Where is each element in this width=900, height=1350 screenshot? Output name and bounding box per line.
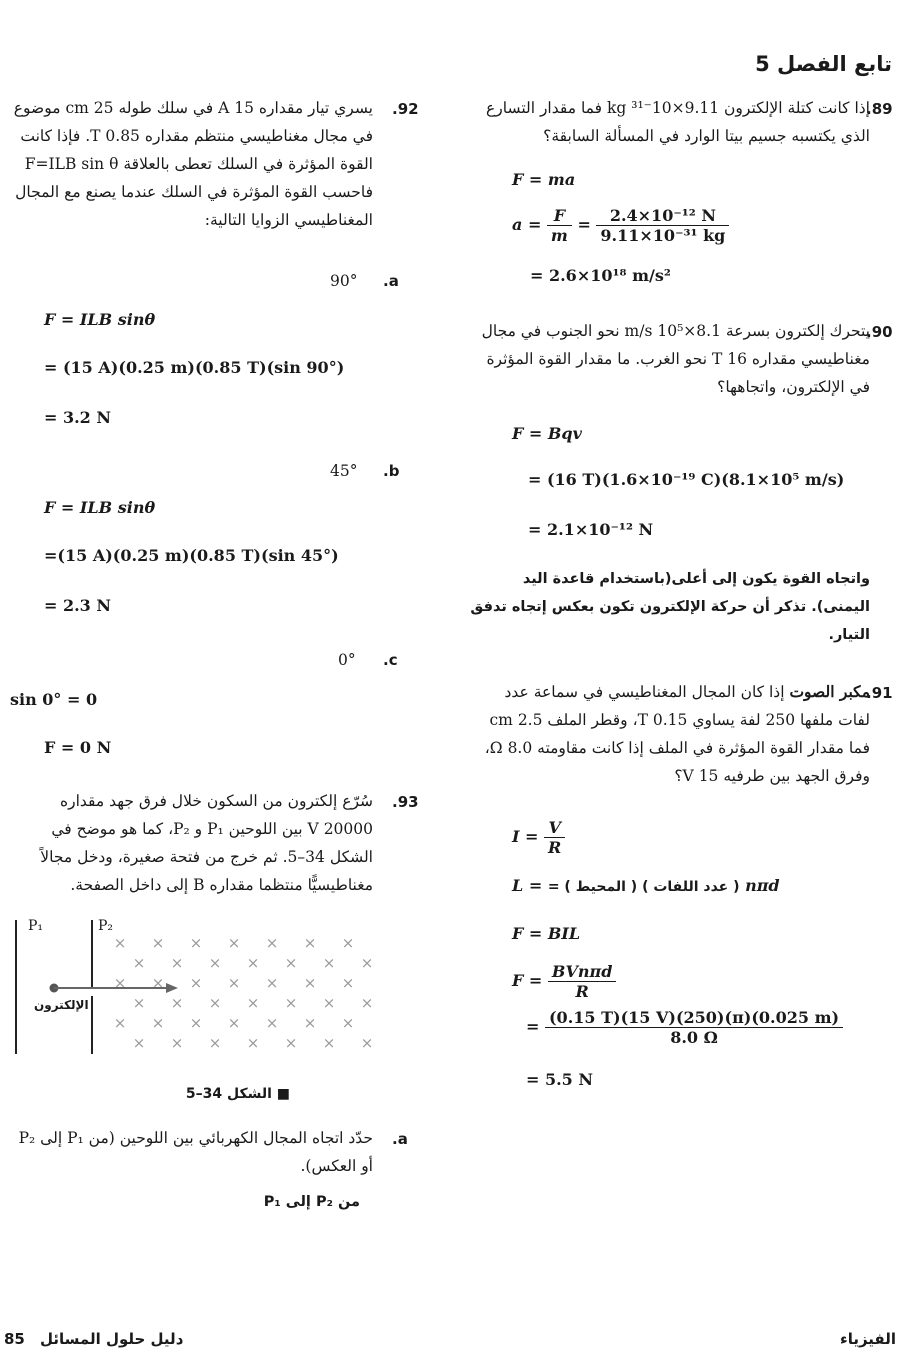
fraction-denominator: R: [575, 982, 589, 1001]
fraction: [596, 206, 729, 245]
plate-label-p1: P₁: [28, 918, 44, 934]
field-cross-mark: ×: [265, 934, 279, 952]
fraction-numerator: F: [547, 206, 572, 226]
field-cross-mark: ×: [246, 954, 260, 972]
field-cross-mark: ×: [303, 974, 317, 992]
footer-page-number: 85: [4, 1330, 25, 1348]
answer-text: من P₂ إلى P₁: [263, 1194, 360, 1210]
field-cross-mark: ×: [322, 994, 336, 1012]
field-cross-mark: ×: [284, 994, 298, 1012]
fraction: [547, 206, 572, 245]
field-cross-mark: ×: [113, 974, 127, 992]
field-cross-mark: ×: [151, 1014, 165, 1032]
figure-caption: ■ الشكل 34–5: [185, 1086, 290, 1102]
fraction-numerator: (0.15 T)(15 V)(250)(π)(0.025 m): [545, 1008, 843, 1028]
electron-label: الإلكترون: [34, 998, 89, 1012]
equation: = 2.1×10⁻¹² N: [528, 520, 654, 539]
magnetic-field-marks: [114, 934, 374, 1052]
field-cross-mark: ×: [113, 1014, 127, 1032]
answer-note: واتجاه القوة يكون إلى أعلى(باستخدام قاعدة اليد اليمنى). تذكر أن حركة الإلكترون تكون بعكس إتجاه تدفق التيار.: [470, 571, 870, 643]
equation: F = ma: [512, 170, 576, 189]
field-cross-mark: ×: [341, 974, 355, 992]
equation: = (16 T)(1.6×10⁻¹⁹ C)(8.1×10⁵ m/s): [528, 470, 845, 489]
problem-body: إذا كان المجال المغناطيسي في سماعة عدد لفات ملفها 250 لفة يساوي 0.15 T، وقطر الملف 2.5 cm فما مقدار القوة المؤثرة في الملف إذا كانت مقاومته 8.0 Ω، وفرق الجهد بين طرفيه 15 V؟: [484, 683, 870, 785]
angle-value: 45°: [330, 462, 358, 480]
field-cross-mark: ×: [322, 954, 336, 972]
equation-lhs: =: [526, 1017, 540, 1036]
field-cross-mark: ×: [208, 994, 222, 1012]
equation: = 2.6×10¹⁸ m/s²: [530, 266, 671, 285]
angle-value: 0°: [338, 651, 356, 669]
field-cross-mark: ×: [284, 1034, 298, 1052]
field-cross-mark: ×: [132, 994, 146, 1012]
field-cross-mark: ×: [189, 974, 203, 992]
field-cross-mark: ×: [246, 994, 260, 1012]
fraction-numerator: 2.4×10⁻¹² N: [596, 206, 729, 226]
footer-subject: الفيزياء: [840, 1330, 896, 1348]
equation: =(15 A)(0.25 m)(0.85 T)(sin 45°): [44, 546, 339, 565]
problem-number: .89: [866, 100, 893, 118]
field-cross-mark: ×: [227, 974, 241, 992]
field-cross-mark: ×: [227, 1014, 241, 1032]
equation: = 2.3 N: [44, 596, 112, 615]
fraction: [545, 1008, 843, 1047]
equation-lhs: F =: [512, 971, 543, 990]
chapter-title: تابع الفصل 5: [755, 52, 892, 76]
field-cross-mark: ×: [208, 954, 222, 972]
problem-number: .90: [866, 323, 893, 341]
equation: sin 0° = 0: [10, 690, 98, 709]
field-cross-mark: ×: [189, 1014, 203, 1032]
field-cross-mark: ×: [360, 954, 374, 972]
equation: = 5.5 N: [526, 1070, 594, 1089]
problem-text: يتحرك إلكترون بسرعة 8.1×10⁵ m/s نحو الجنوب في مجال مغناطيسي مقداره 16 T نحو الغرب. ما مقدار القوة المؤثرة في الإلكترون، واتجاهها؟: [481, 322, 870, 396]
field-cross-mark: ×: [265, 1014, 279, 1032]
equation-fraction: [512, 818, 565, 857]
field-cross-mark: ×: [151, 974, 165, 992]
equation: F = ILB sinθ: [44, 310, 156, 329]
field-cross-mark: ×: [170, 994, 184, 1012]
fraction: [544, 818, 565, 857]
problem-number: .92: [392, 100, 419, 118]
equation: F = BIL: [512, 924, 581, 943]
figure-5-34: [10, 918, 390, 1058]
sub-label: .a: [392, 1130, 408, 1148]
equation-lhs: L =: [512, 876, 543, 895]
equation-lhs: a =: [512, 215, 542, 234]
fraction-numerator: V: [544, 818, 565, 838]
equation-lhs: I =: [512, 827, 539, 846]
sub-label: .c: [383, 651, 398, 669]
fraction: [548, 962, 616, 1001]
equation: F = 0 N: [44, 738, 112, 757]
equation: F = Bqv: [512, 424, 582, 443]
question-text: حدّد اتجاه المجال الكهربائي بين اللوحين (من P₁ إلى P₂ أو العكس).: [18, 1129, 373, 1175]
field-cross-mark: ×: [113, 934, 127, 952]
equation: [512, 876, 780, 895]
field-cross-mark: ×: [303, 1014, 317, 1032]
field-cross-mark: ×: [246, 1034, 260, 1052]
fraction-denominator: m: [550, 226, 568, 245]
equation: = (15 A)(0.25 m)(0.85 T)(sin 90°): [44, 358, 345, 377]
equation-fraction: [512, 206, 729, 245]
field-cross-mark: ×: [360, 1034, 374, 1052]
field-cross-mark: ×: [360, 994, 374, 1012]
field-cross-mark: ×: [303, 934, 317, 952]
equals-sign: =: [577, 215, 591, 234]
field-cross-mark: ×: [265, 974, 279, 992]
field-cross-mark: ×: [170, 954, 184, 972]
problem-text: [470, 678, 870, 790]
field-cross-mark: ×: [132, 954, 146, 972]
equation: F = ILB sinθ: [44, 498, 156, 517]
arrow-head-icon: [166, 983, 178, 993]
footer-guide-title: دليل حلول المسائل: [40, 1330, 184, 1348]
problem-text: سُرّع إلكترون من السكون خلال فرق جهد مقداره 20000 V بين اللوحين P₁ و P₂، كما هو موضح في الشكل 34–5. ثم خرج من فتحة صغيرة، ودخل مجالاً مغناطيسيًّا منتظما مقداره B إلى داخل الصفحة.: [40, 792, 373, 894]
field-cross-mark: ×: [341, 934, 355, 952]
fraction-denominator: R: [548, 838, 562, 857]
problem-text: إذا كانت كتلة الإلكترون 9.11×10⁻³¹ kg فما مقدار التسارع الذي يكتسبه جسيم بيتا الوارد في المسألة السابقة؟: [486, 99, 870, 145]
field-cross-mark: ×: [189, 934, 203, 952]
equation-arabic-term: ( عدد اللفات ) ( المحيط ) =: [547, 879, 740, 895]
equation: = 3.2 N: [44, 408, 112, 427]
fraction-denominator: 9.11×10⁻³¹ kg: [600, 226, 726, 245]
field-cross-mark: ×: [322, 1034, 336, 1052]
problem-number: .91: [866, 684, 893, 702]
angle-value: 90°: [330, 272, 358, 290]
sub-label: .a: [383, 272, 399, 290]
plate-label-p2: P₂: [98, 918, 114, 934]
field-cross-mark: ×: [151, 934, 165, 952]
equation-fraction: [526, 1008, 843, 1047]
field-cross-mark: ×: [170, 1034, 184, 1052]
fraction-denominator: 8.0 Ω: [670, 1028, 718, 1047]
sub-label: .b: [383, 462, 400, 480]
problem-lead: مكبر الصوت: [789, 682, 870, 701]
equation-fraction: [512, 962, 616, 1001]
problem-text: يسري تيار مقداره 15 A في سلك طوله 25 cm موضوع في مجال مغناطيسي منتظم مقداره 0.85 T. فإذا كانت القوة المؤثرة في السلك تعطى بالعلاقة F=ILB sin θ فاحسب القوة المؤثرة في السلك عندما يصنع مع المجال المغناطيسي الزوايا التالية:: [13, 99, 373, 229]
field-cross-mark: ×: [208, 1034, 222, 1052]
field-cross-mark: ×: [227, 934, 241, 952]
problem-number: .93: [392, 793, 419, 811]
field-cross-mark: ×: [132, 1034, 146, 1052]
equation-rhs: nπd: [745, 876, 780, 895]
field-cross-mark: ×: [284, 954, 298, 972]
field-cross-mark: ×: [341, 1014, 355, 1032]
fraction-numerator: BVnπd: [548, 962, 616, 982]
